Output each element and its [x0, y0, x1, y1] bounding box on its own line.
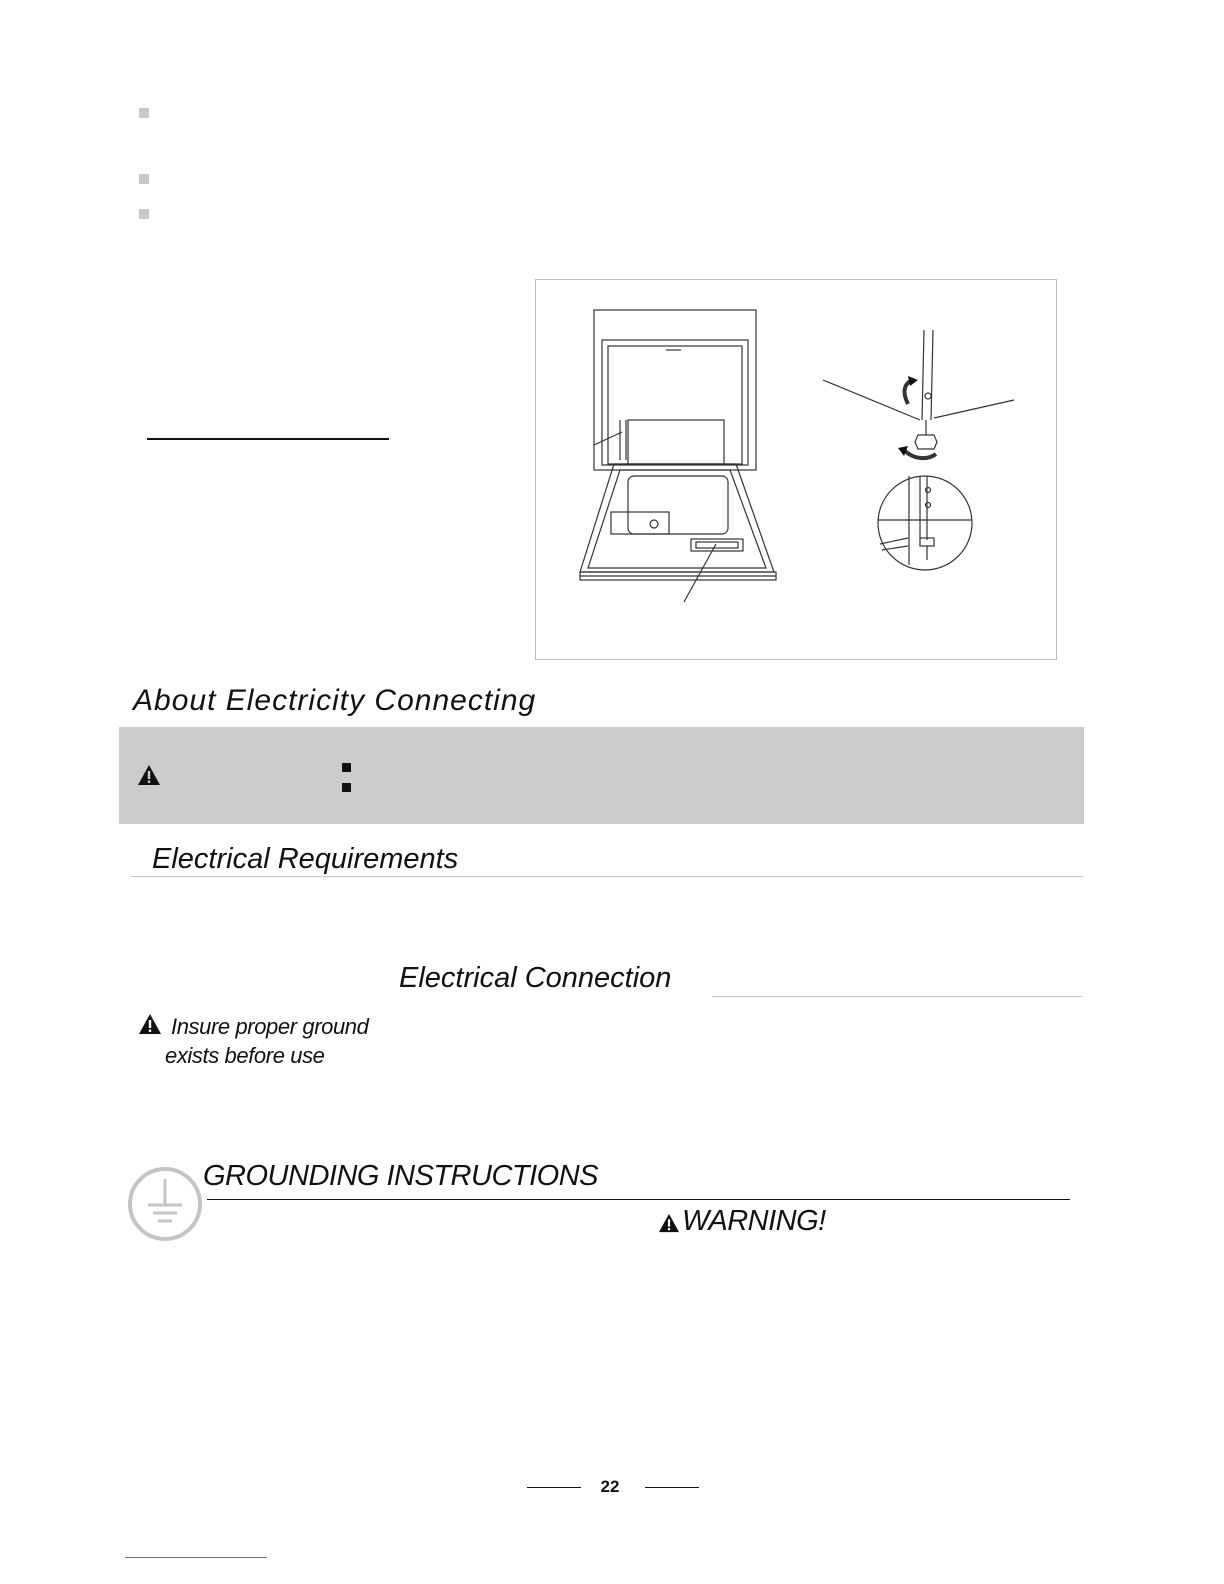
electrical-connection-heading: Electrical Connection — [399, 962, 672, 994]
colon-dot — [342, 783, 351, 792]
warning-triangle-icon — [137, 764, 161, 786]
bullet-marker — [139, 209, 149, 219]
about-electricity-heading: About Electricity Connecting — [133, 684, 537, 717]
section-rule — [207, 1199, 1070, 1200]
ground-note-line-1: Insure proper ground — [171, 1014, 369, 1039]
underline-rule — [147, 438, 389, 440]
bullet-marker — [139, 108, 149, 118]
section-rule — [131, 876, 1084, 877]
warning-band — [119, 727, 1084, 824]
installation-figure — [535, 279, 1057, 660]
bullet-marker — [139, 174, 149, 184]
ground-note — [137, 1012, 368, 1070]
page-number-rule-right — [645, 1487, 699, 1488]
ground-symbol-icon — [126, 1165, 204, 1243]
warning-triangle-icon — [657, 1213, 681, 1233]
colon-dot — [342, 763, 351, 772]
warning-label: WARNING! — [682, 1205, 826, 1237]
open-door — [580, 464, 774, 572]
ground-note-line-2: exists before use — [165, 1043, 325, 1068]
dishwasher-leveling-illustration — [536, 280, 1056, 659]
leveling-foot-detail — [823, 330, 1014, 570]
page-number: 22 — [600, 1477, 620, 1496]
electrical-requirements-heading: Electrical Requirements — [152, 843, 459, 875]
section-rule — [712, 996, 1082, 997]
footer-link-underline[interactable] — [125, 1557, 267, 1558]
grounding-instructions-heading: GROUNDING INSTRUCTIONS — [203, 1160, 598, 1192]
page-number-rule-left — [527, 1487, 581, 1488]
dishwasher-body — [594, 310, 756, 470]
tub-opening — [602, 340, 748, 465]
